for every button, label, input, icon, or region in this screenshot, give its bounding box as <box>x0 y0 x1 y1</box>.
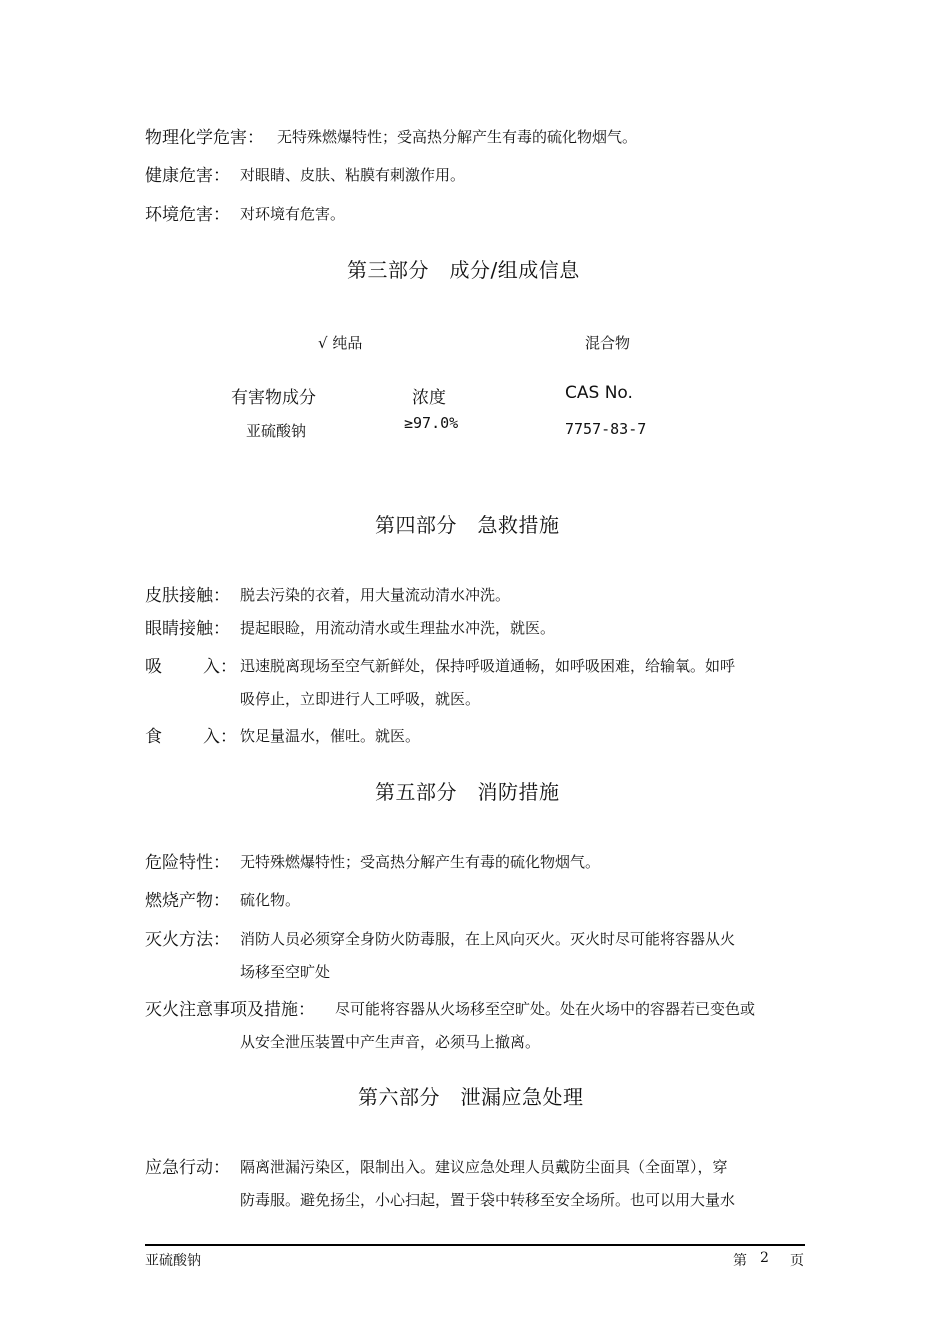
emergency-action-line2: 防毒服。避免扬尘，小心扫起，置于袋中转移至安全场所。也可以用大量水 <box>240 1191 736 1209</box>
phys-chem-hazard-text: 无特殊燃爆特性；受高热分解产生有毒的硫化物烟气。 <box>277 128 638 146</box>
firefighting-notes-line2: 从安全泄压装置中产生声音，必须马上撤离。 <box>240 1033 541 1051</box>
phys-chem-hazard-label: 物理化学危害： <box>145 128 264 148</box>
section3-title: 第三部分 成分/组成信息 <box>347 258 580 282</box>
component-header: 有害物成分 <box>231 388 316 408</box>
concentration-header: 浓度 <box>412 388 446 408</box>
inhalation-text-line2: 吸停止，立即进行人工呼吸，就医。 <box>240 690 481 708</box>
concentration-value: ≥97.0% <box>404 414 459 432</box>
firefighting-notes-line1: 尽可能将容器从火场移至空旷处。处在火场中的容器若已变色或 <box>335 1000 756 1018</box>
hazard-properties-text: 无特殊燃爆特性；受高热分解产生有毒的硫化物烟气。 <box>240 853 601 871</box>
env-hazard-label: 环境危害： <box>145 205 230 225</box>
footer-page-prefix: 第 <box>733 1253 747 1269</box>
cas-value: 7757-83-7 <box>565 420 647 438</box>
skin-contact-text: 脱去污染的衣着，用大量流动清水冲洗。 <box>240 586 511 604</box>
section6-title: 第六部分 泄漏应急处理 <box>358 1085 584 1109</box>
extinguishing-method-line1: 消防人员必须穿全身防火防毒服，在上风向灭火。灭火时尽可能将容器从火 <box>240 930 736 948</box>
component-value: 亚硫酸钠 <box>246 422 307 440</box>
emergency-action-line1: 隔离泄漏污染区，限制出入。建议应急处理人员戴防尘面具（全面罩），穿 <box>240 1158 728 1176</box>
section5-title: 第五部分 消防措施 <box>375 780 560 804</box>
skin-contact-label: 皮肤接触： <box>145 586 230 606</box>
extinguishing-method-line2: 场移至空旷处 <box>240 963 331 981</box>
eye-contact-text: 提起眼睑，用流动清水或生理盐水冲洗，就医。 <box>240 619 556 637</box>
footer-page-suffix: 页 <box>790 1253 804 1269</box>
inhalation-text-line1: 迅速脱离现场至空气新鲜处，保持呼吸道通畅，如呼吸困难，给输氧。如呼 <box>240 657 736 675</box>
inhalation-label-char2: 入： <box>203 657 237 677</box>
env-hazard-text: 对环境有危害。 <box>240 205 346 223</box>
footer-rule <box>145 1244 805 1246</box>
combustion-products-text: 硫化物。 <box>240 891 301 909</box>
health-hazard-text: 对眼睛、皮肤、粘膜有刺激作用。 <box>240 166 466 184</box>
footer-product-name: 亚硫酸钠 <box>145 1253 201 1269</box>
pure-substance-option: √ 纯品 <box>318 334 363 352</box>
combustion-products-label: 燃烧产物： <box>145 891 230 911</box>
eye-contact-label: 眼睛接触： <box>145 619 230 639</box>
health-hazard-label: 健康危害： <box>145 166 230 186</box>
extinguishing-method-label: 灭火方法： <box>145 930 230 950</box>
ingestion-text: 饮足量温水，催吐。就医。 <box>240 727 421 745</box>
section4-title: 第四部分 急救措施 <box>375 513 560 537</box>
ingestion-label-char1: 食 <box>145 727 162 747</box>
ingestion-label-char2: 入： <box>203 727 237 747</box>
emergency-action-label: 应急行动： <box>145 1158 230 1178</box>
mixture-option: 混合物 <box>585 334 631 352</box>
hazard-properties-label: 危险特性： <box>145 853 230 873</box>
firefighting-notes-label: 灭火注意事项及措施： <box>145 1000 315 1020</box>
cas-header: CAS No. <box>565 383 633 403</box>
inhalation-label-char1: 吸 <box>145 657 162 677</box>
footer-page-number: 2 <box>760 1250 769 1266</box>
